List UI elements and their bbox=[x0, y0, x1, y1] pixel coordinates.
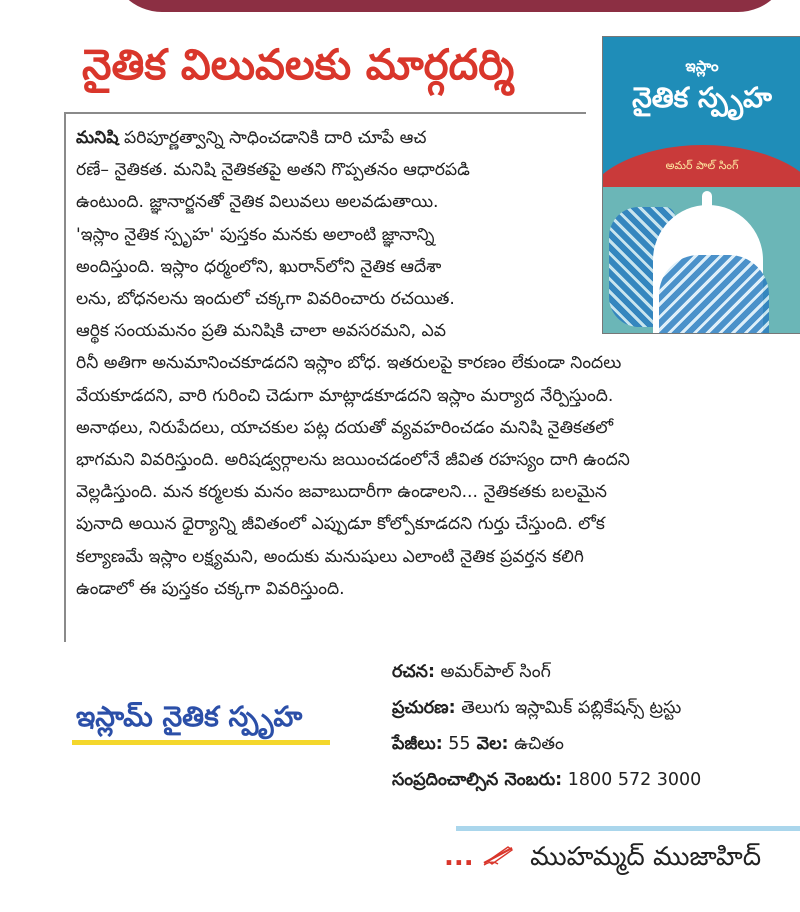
article-line: వేయకూడదని, వారి గురించి చెడుగా మాట్లాడకూడదని ఇస్లాం మర్యాద నేర్పిస్తుంది. bbox=[76, 385, 614, 406]
pen-icon bbox=[482, 843, 516, 873]
cover-title: నైతిక స్పృహ bbox=[632, 81, 772, 114]
article-line: రినీ అతిగా అనుమానించకూడదని ఇస్లాం బోధ. ఇతరులపై కారణం లేకుండా నిందలు bbox=[76, 353, 622, 374]
article-line: భాగమని వివరిస్తుంది. అరిషడ్వర్గాలను జయించడంలోనే జీవిత రహస్యం దాగి ఉందని bbox=[76, 450, 630, 471]
info-publisher-value: తెలుగు ఇస్లామిక్ పబ్లికేషన్స్ ట్రస్టు bbox=[455, 698, 682, 718]
cover-small-title: ఇస్లాం bbox=[685, 57, 719, 75]
info-pages-label: పేజీలు: bbox=[392, 734, 443, 754]
article-line: లను, బోధనలను ఇందులో చక్కగా వివరించారు రచయిత. bbox=[76, 289, 455, 310]
article-line: అందిస్తుంది. ఇస్లాం ధర్మంలోని, ఖురాన్‌లోని నైతిక ఆదేశా bbox=[76, 256, 442, 277]
info-author-label: రచన: bbox=[392, 662, 435, 682]
cover-pattern-center bbox=[659, 255, 769, 333]
top-decorative-arc bbox=[110, 0, 790, 12]
info-price-value: ఉచితం bbox=[508, 734, 564, 754]
info-contact-value: 1800 572 3000 bbox=[562, 770, 702, 790]
article-lead-word: మనిషి bbox=[76, 128, 119, 148]
byline-prefix: ... bbox=[444, 842, 474, 872]
byline-rule bbox=[456, 826, 800, 831]
article-line: అనాథలు, నిరుపేదలు, యాచకుల పట్ల దయతో వ్యవహరించడం మనిషి నైతికతలో bbox=[76, 417, 614, 438]
byline-name: ముహమ్మద్ ముజాహిద్ bbox=[530, 842, 762, 872]
article-line: రణే– నైతికత. మనిషి నైతికతపై అతని గొప్పతనం ఆధారపడి bbox=[76, 160, 470, 181]
book-cover-image bbox=[602, 36, 800, 334]
article-line: వెల్లడిస్తుంది. మన కర్మలకు మనం జవాబుదారీగా ఉండాలని... నైతికతకు బలమైన bbox=[76, 482, 608, 503]
info-publisher-row bbox=[392, 690, 701, 726]
headline-divider bbox=[66, 112, 586, 114]
info-price-label: వెల: bbox=[470, 734, 509, 754]
cover-author: అమర్ పాల్ సింగ్ bbox=[665, 159, 739, 172]
info-pages-row bbox=[392, 726, 701, 762]
book-info bbox=[392, 654, 701, 798]
info-contact-row bbox=[392, 762, 701, 798]
article-line: 'ఇస్లాం నైతిక స్పృహ' పుస్తకం మనకు అలాంటి జ్ఞానాన్ని bbox=[76, 224, 435, 245]
info-author-row bbox=[392, 654, 701, 690]
info-contact-label: సంప్రదించాల్సిన నెంబరు: bbox=[392, 770, 563, 790]
article-line: ఉండాలో ఈ పుస్తకం చక్కగా వివరిస్తుంది. bbox=[76, 578, 345, 599]
article-line: కల్యాణమే ఇస్లాం లక్ష్యమని, అందుకు మనుషులు ఎలాంటి నైతిక ప్రవర్తన కలిగి bbox=[76, 546, 584, 567]
article-line: ఆర్థిక సంయమనం ప్రతి మనిషికి చాలా అవసరమని, ఎవ bbox=[76, 321, 446, 342]
article-line: పునాది అయిన ధైర్యాన్ని జీవితంలో ఎప్పుడూ కోల్పోకూడదని గుర్తు చేస్తుంది. లోక bbox=[76, 514, 605, 535]
info-pages-value: 55 bbox=[442, 734, 471, 754]
book-title: ఇస్లామ్ నైతిక స్పృహ bbox=[76, 700, 303, 733]
info-publisher-label: ప్రచురణ: bbox=[392, 698, 456, 718]
headline: నైతిక విలువలకు మార్గదర్శి bbox=[82, 40, 515, 89]
byline bbox=[444, 842, 761, 878]
article-line: మనిషి పరిపూర్ణత్వాన్ని సాధించడానికి దారి చూపే ఆచ bbox=[76, 128, 427, 148]
article-line: ఉంటుంది. జ్ఞానార్జనతో నైతిక విలువలు అలవడుతాయి. bbox=[76, 192, 439, 213]
book-title-underline bbox=[72, 740, 330, 745]
side-divider bbox=[64, 112, 66, 642]
info-author-value: అమర్‌పాల్ సింగ్ bbox=[434, 662, 551, 682]
